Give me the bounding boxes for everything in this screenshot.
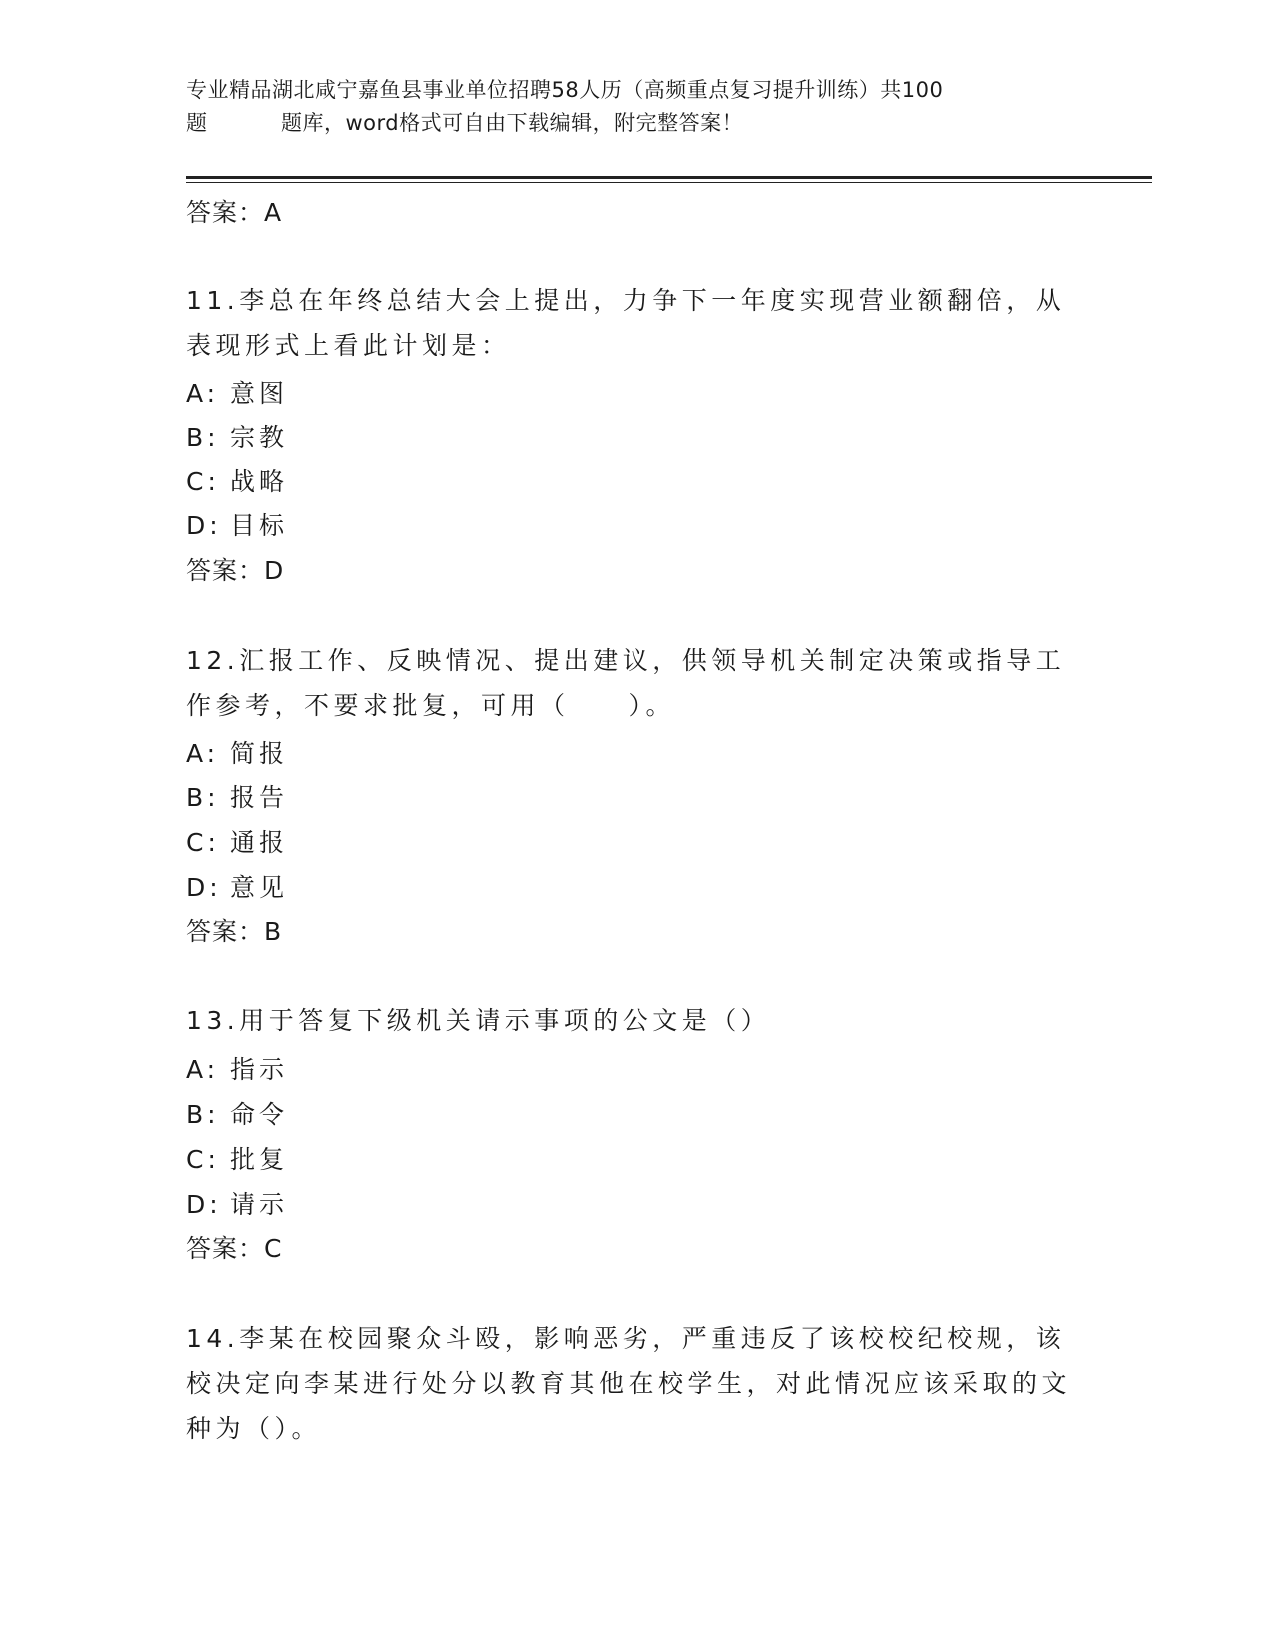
option-text: 宗教 bbox=[230, 423, 289, 452]
option-letter: C: bbox=[186, 828, 220, 857]
option-letter: D: bbox=[186, 1190, 222, 1219]
question-11-option-d bbox=[186, 506, 288, 542]
question-11-option-b bbox=[186, 418, 288, 454]
answer-11: 答案：D bbox=[186, 556, 285, 585]
option-text: 指示 bbox=[230, 1055, 289, 1084]
option-text: 通报 bbox=[230, 828, 289, 857]
option-letter: C: bbox=[186, 1145, 220, 1174]
option-text: 请示 bbox=[230, 1190, 289, 1219]
option-letter: D: bbox=[186, 511, 222, 540]
header-divider-thin bbox=[186, 182, 1152, 183]
option-letter: A: bbox=[186, 739, 220, 768]
question-13-option-a bbox=[186, 1050, 288, 1086]
question-11-text: 11.李总在年终总结大会上提出，力争下一年度实现营业额翻倍，从表现形式上看此计划是： bbox=[186, 286, 1066, 360]
option-letter: D: bbox=[186, 873, 222, 902]
option-letter: A: bbox=[186, 1055, 220, 1084]
question-13-text: 13.用于答复下级机关请示事项的公文是（） bbox=[186, 1006, 771, 1035]
option-letter: B: bbox=[186, 1100, 220, 1129]
page-header bbox=[186, 74, 1066, 140]
option-letter: A: bbox=[186, 379, 220, 408]
header-title-line2-rest: 题库，word格式可自由下载编辑，附完整答案！ bbox=[281, 111, 744, 135]
answer-12: 答案：B bbox=[186, 917, 283, 946]
answer-10: 答案：A bbox=[186, 198, 283, 227]
option-letter: C: bbox=[186, 467, 220, 496]
option-text: 报告 bbox=[230, 783, 289, 812]
question-13-option-b bbox=[186, 1095, 288, 1131]
question-12-text: 12.汇报工作、反映情况、提出建议，供领导机关制定决策或指导工作参考，不要求批复，可用（ ）。 bbox=[186, 646, 1066, 720]
option-text: 意图 bbox=[230, 379, 289, 408]
header-title-line2-prefix: 题 bbox=[186, 111, 208, 135]
option-text: 意见 bbox=[230, 873, 289, 902]
option-text: 命令 bbox=[230, 1100, 289, 1129]
question-11-option-c bbox=[186, 462, 288, 498]
header-divider-thick bbox=[186, 176, 1152, 179]
question-12-option-a bbox=[186, 734, 288, 770]
option-text: 目标 bbox=[230, 511, 289, 540]
question-13-option-c bbox=[186, 1140, 288, 1176]
question-12-option-c bbox=[186, 823, 288, 859]
option-text: 战略 bbox=[230, 467, 289, 496]
header-title-line2 bbox=[186, 107, 1066, 140]
question-11-option-a bbox=[186, 374, 288, 410]
question-14-text: 14.李某在校园聚众斗殴，影响恶劣，严重违反了该校校纪校规，该校决定向李某进行处分以教育其他在校学生，对此情况应该采取的文种为（）。 bbox=[186, 1324, 1072, 1443]
option-text: 批复 bbox=[230, 1145, 289, 1174]
option-letter: B: bbox=[186, 783, 220, 812]
question-12-option-b bbox=[186, 778, 288, 814]
question-13-option-d bbox=[186, 1185, 288, 1221]
question-12-option-d bbox=[186, 868, 288, 904]
option-letter: B: bbox=[186, 423, 220, 452]
answer-13: 答案：C bbox=[186, 1234, 283, 1263]
header-title-line1: 专业精品湖北咸宁嘉鱼县事业单位招聘58人历（高频重点复习提升训练）共100 bbox=[186, 78, 944, 102]
option-text: 简报 bbox=[230, 739, 289, 768]
